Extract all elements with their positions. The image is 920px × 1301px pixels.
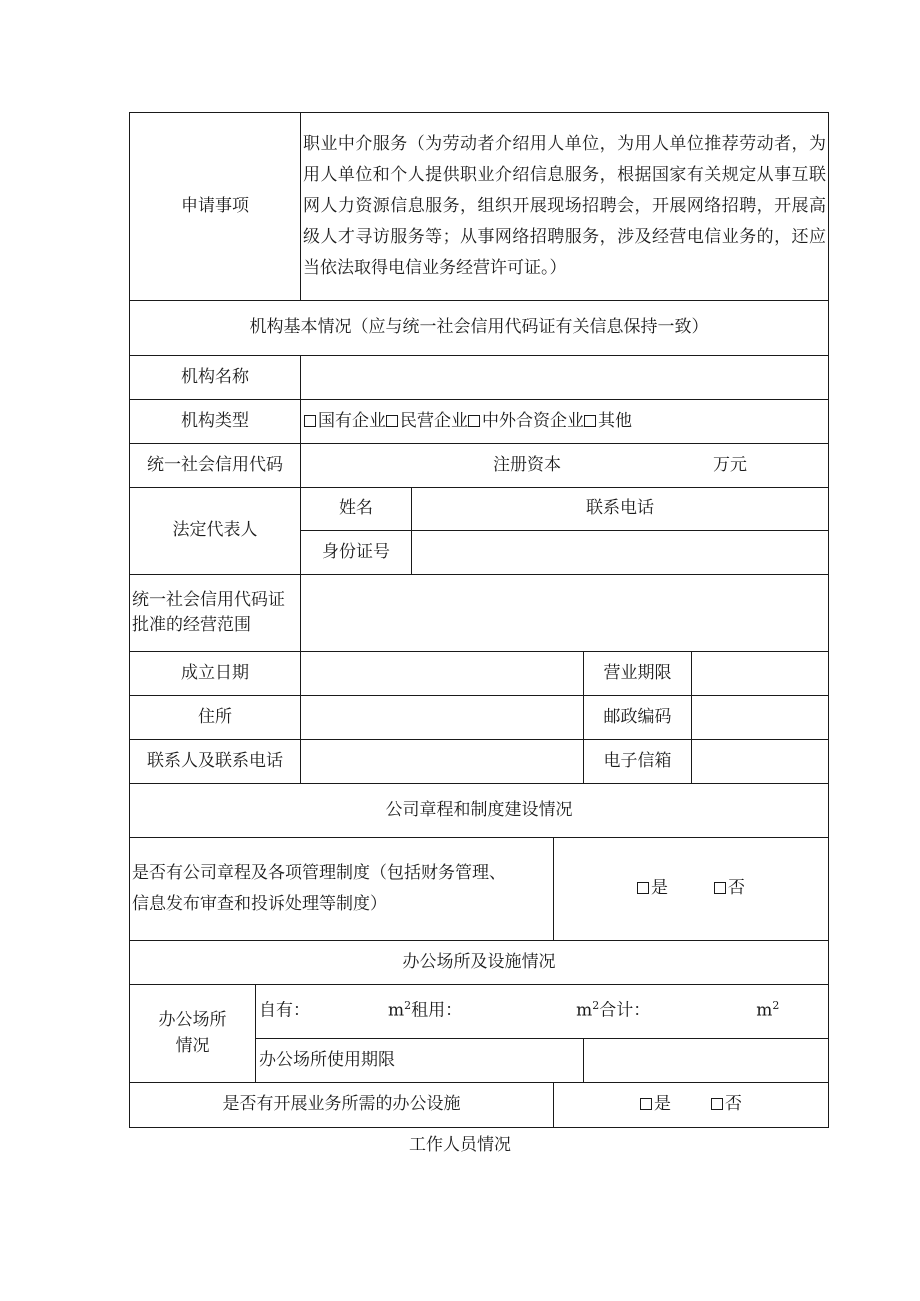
- row-org-name: [130, 356, 829, 400]
- org-type-label: 机构类型: [130, 400, 301, 444]
- charter-question: [130, 838, 554, 941]
- org-section-header: 机构基本情况（应与统一社会信用代码证有关信息保持一致）: [130, 301, 829, 356]
- business-scope-label: [130, 575, 301, 652]
- legal-id-field[interactable]: [412, 531, 829, 575]
- checkbox-other[interactable]: [584, 415, 596, 427]
- row-office-area: [130, 985, 829, 1039]
- office-premises-label-line2: 情况: [175, 1035, 210, 1056]
- facilities-answer: [554, 1083, 829, 1128]
- row-legal-rep-name: [130, 488, 829, 531]
- office-area-field[interactable]: [256, 985, 829, 1039]
- business-term-field[interactable]: [692, 652, 829, 696]
- total-unit-sup: 2: [772, 999, 780, 1013]
- owned-unit-sup: 2: [404, 999, 412, 1013]
- facilities-no-label: 否: [725, 1094, 742, 1115]
- founding-date-label: 成立日期: [130, 652, 301, 696]
- address-label: 住所: [130, 696, 301, 740]
- charter-no-checkbox[interactable]: [714, 882, 726, 894]
- row-org-header: [130, 301, 829, 356]
- contact-field[interactable]: [301, 740, 584, 784]
- application-form-table: [129, 112, 829, 1128]
- business-scope-label-line2: 批准的经营范围: [132, 615, 251, 635]
- option-private: 民营企业: [400, 410, 468, 431]
- rented-unit-sup: 2: [592, 999, 600, 1013]
- application-item-content: 职业中介服务（为劳动者介绍用人单位，为用人单位推荐劳动者，为用人单位和个人提供职业介绍信息服务，根据国家有关规定从事互联网人力资源信息服务，组织开展现场招聘会，开展网络招聘，开展高级人才寻访服务等；从事网络招聘服务，涉及经营电信业务的，还应当依法取得电信业务经营许可证。）: [301, 113, 829, 301]
- address-field[interactable]: [301, 696, 584, 740]
- founding-date-field[interactable]: [301, 652, 584, 696]
- application-item-label: 申请事项: [130, 113, 301, 301]
- postcode-label: 邮政编码: [584, 696, 692, 740]
- business-term-label: 营业期限: [584, 652, 692, 696]
- charter-answer: [554, 838, 829, 941]
- staff-section-title: 工作人员情况: [409, 1135, 511, 1155]
- facilities-yes-checkbox[interactable]: [640, 1098, 652, 1110]
- org-name-label: 机构名称: [130, 356, 301, 400]
- checkbox-joint-venture[interactable]: [468, 415, 480, 427]
- rented-label: 租用：: [411, 1001, 463, 1022]
- row-application-item: [130, 113, 829, 301]
- org-name-field[interactable]: [301, 356, 829, 400]
- facilities-yes-label: 是: [654, 1094, 671, 1115]
- facilities-no-checkbox[interactable]: [711, 1098, 723, 1110]
- row-business-scope: [130, 575, 829, 652]
- row-org-type: [130, 400, 829, 444]
- total-unit: m: [756, 1001, 773, 1022]
- legal-phone-label: 联系电话: [586, 498, 654, 519]
- credit-code-label: 统一社会信用代码: [130, 444, 301, 488]
- charter-question-line2: 信息发布审查和投诉处理等制度）: [132, 894, 387, 914]
- facilities-question: 是否有开展业务所需的办公设施: [130, 1083, 554, 1128]
- office-period-label: 办公场所使用期限: [256, 1039, 584, 1083]
- option-state-owned: 国有企业: [318, 410, 386, 431]
- email-field[interactable]: [692, 740, 829, 784]
- charter-no-label: 否: [728, 878, 745, 899]
- registered-capital-label: 注册资本: [493, 454, 561, 475]
- option-joint-venture: 中外合资企业: [482, 410, 584, 431]
- row-facilities: [130, 1083, 829, 1128]
- checkbox-state-owned[interactable]: [304, 415, 316, 427]
- rented-unit: m: [576, 1001, 593, 1022]
- legal-name-label: 姓名: [301, 488, 412, 531]
- org-type-options: [301, 400, 829, 444]
- postcode-field[interactable]: [692, 696, 829, 740]
- charter-yes-label: 是: [651, 878, 668, 899]
- total-label: 合计：: [599, 1001, 651, 1022]
- row-charter-header: [130, 784, 829, 838]
- email-label: 电子信箱: [584, 740, 692, 784]
- row-contact: [130, 740, 829, 784]
- charter-yes-checkbox[interactable]: [637, 882, 649, 894]
- option-other: 其他: [598, 410, 632, 431]
- legal-id-label: 身份证号: [301, 531, 412, 575]
- row-office-header: [130, 941, 829, 985]
- owned-unit: m: [388, 1001, 405, 1022]
- office-premises-label: [130, 985, 256, 1083]
- charter-section-header: 公司章程和制度建设情况: [130, 784, 829, 838]
- business-scope-field[interactable]: [301, 575, 829, 652]
- office-period-field[interactable]: [584, 1039, 829, 1083]
- contact-label: 联系人及联系电话: [130, 740, 301, 784]
- office-premises-label-line1: 办公场所: [158, 1010, 227, 1030]
- row-credit-code: [130, 444, 829, 488]
- owned-label: 自有：: [259, 1001, 310, 1022]
- business-scope-label-line1: 统一社会信用代码证: [132, 589, 285, 610]
- legal-rep-label: 法定代表人: [130, 488, 301, 575]
- charter-question-line1: 是否有公司章程及各项管理制度（包括财务管理、: [132, 863, 506, 883]
- legal-name-and-phone[interactable]: [412, 488, 829, 531]
- checkbox-private[interactable]: [386, 415, 398, 427]
- capital-unit: 万元: [713, 454, 747, 475]
- row-charter-question: [130, 838, 829, 941]
- row-address: [130, 696, 829, 740]
- row-founding-date: [130, 652, 829, 696]
- office-section-header: 办公场所及设施情况: [130, 941, 829, 985]
- credit-code-and-capital[interactable]: [301, 444, 829, 488]
